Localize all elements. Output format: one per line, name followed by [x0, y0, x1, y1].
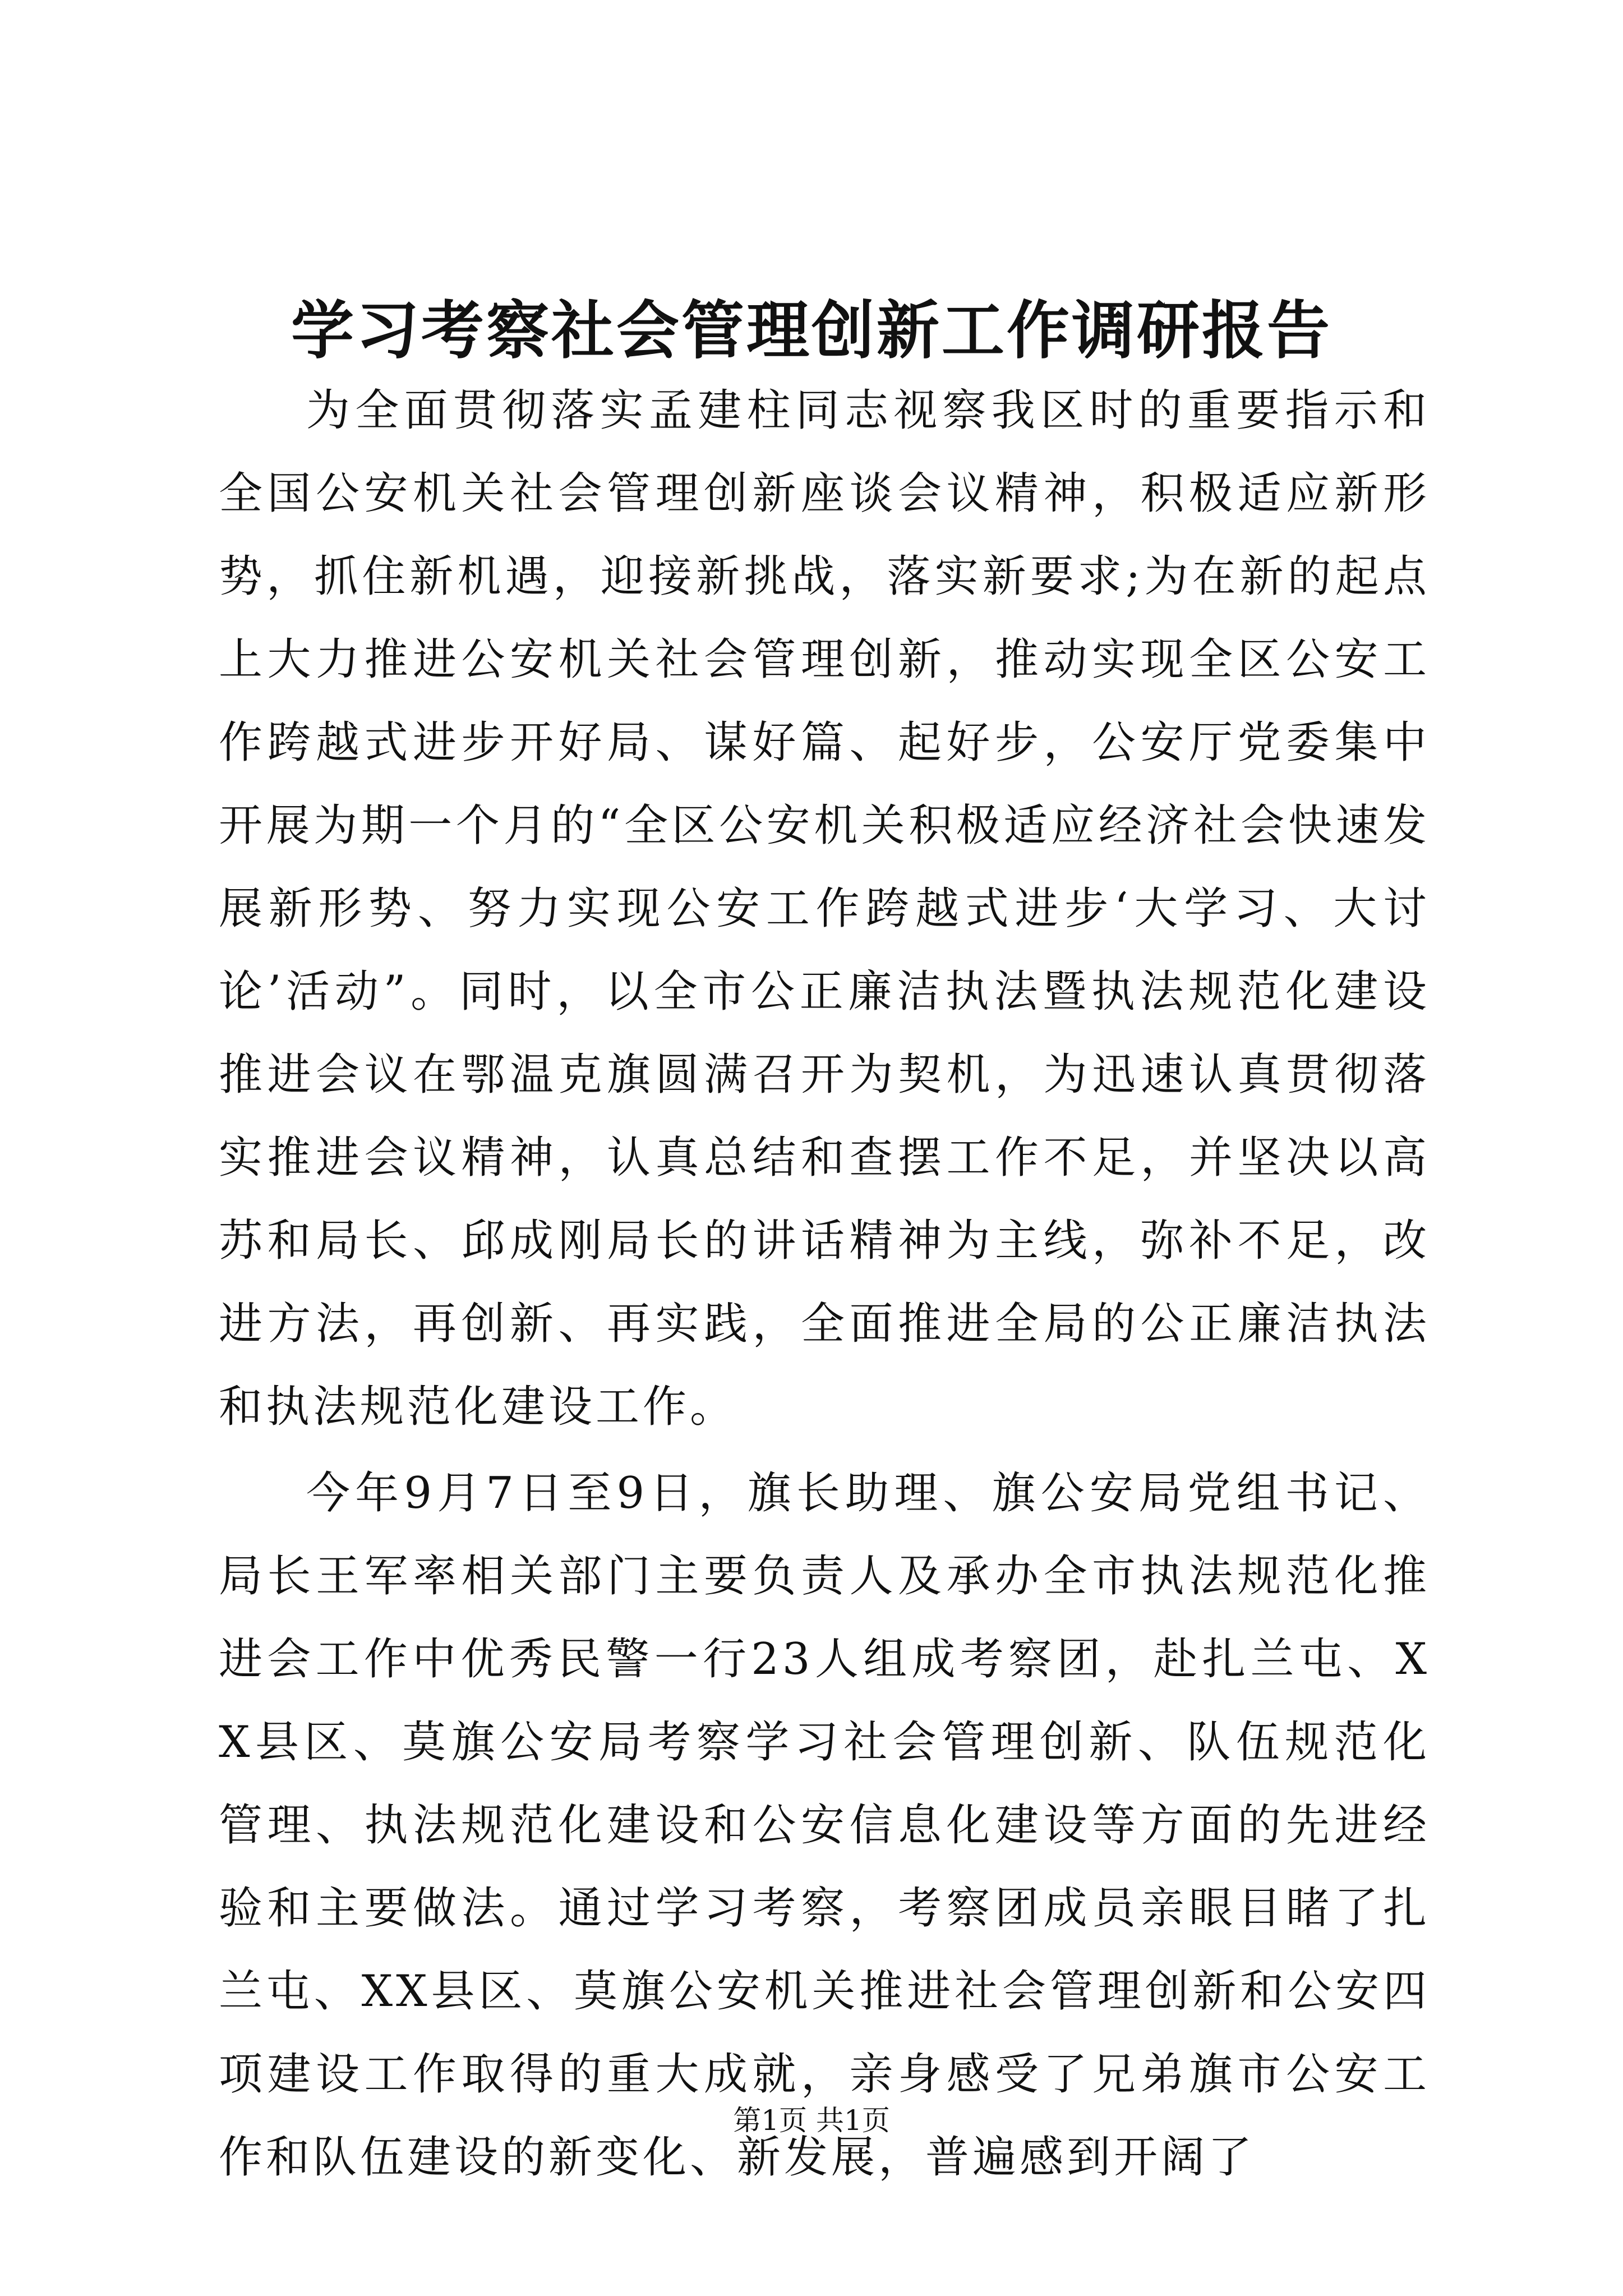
page-footer: 第1页 共1页	[733, 2104, 890, 2137]
body-paragraph-2: 今年9月7日至9日，旗长助理、旗公安局党组书记、局长王军率相关部门主要负责人及承办全市执法规范化推进会工作中优秀民警一行23人组成考察团，赴扎兰屯、XX县区、莫旗公安局考察学习社会管理创新、队伍规范化管理、执法规范化建设和公安信息化建设等方面的先进经验和主要做法。通过学习考察，考察团成员亲眼目睹了扎兰屯、XX县区、莫旗公安机关推进社会管理创新和公安四项建设工作取得的重大成就，亲身感受了兄弟旗市公安工作和队伍建设的新变化、新发展，普遍感到开阔了	[219, 1468, 1430, 2183]
document-title: 学习考察社会管理创新工作调研报告	[291, 294, 1332, 367]
body-paragraph-1: 为全面贯彻落实孟建柱同志视察我区时的重要指示和全国公安机关社会管理创新座谈会议精神，积极适应新形势，抓住新机遇，迎接新挑战，落实新要求;为在新的起点上大力推进公安机关社会管理创新，推动实现全区公安工作跨越式进步开好局、谋好篇、起好步，公安厅党委集中开展为期一个月的“全区公安机关积极适应经济社会快速发展新形势、努力实现公安工作跨越式进步‘大学习、大讨论’活动”。同时，以全市公正廉洁执法暨执法规范化建设推进会议在鄂温克旗圆满召开为契机，为迅速认真贯彻落实推进会议精神，认真总结和查摆工作不足，并坚决以高苏和局长、邱成刚局长的讲话精神为主线，弥补不足，改进方法，再创新、再实践，全面推进全局的公正廉洁执法和执法规范化建设工作。	[219, 385, 1430, 1432]
document-body	[219, 369, 1430, 2199]
